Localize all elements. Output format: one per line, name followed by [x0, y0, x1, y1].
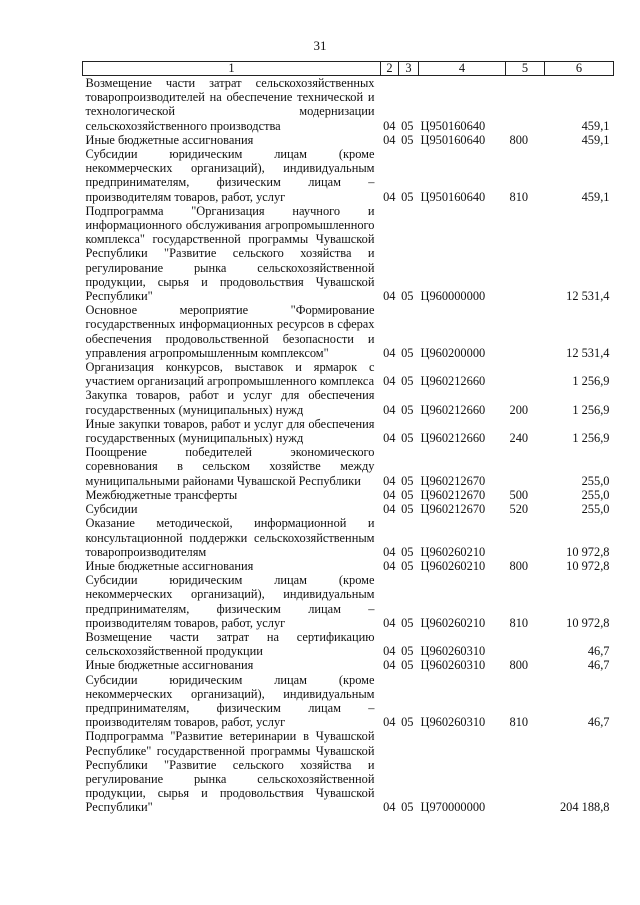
table-body	[83, 76, 614, 815]
table-row	[83, 133, 614, 147]
row-target-article: Ц970000000	[420, 800, 486, 815]
row-subsection: 05	[401, 345, 414, 360]
row-name: Межбюджетные трансферты	[85, 487, 238, 502]
column-header-vr: 5	[506, 62, 545, 76]
row-amount: 12 531,4	[566, 289, 610, 304]
row-name: Основное мероприятие "Формирование государственных информационных ресурсов в сферах обеспечения продовольственной безопасности и управления агропромышленным комплексом"	[85, 303, 375, 360]
row-target-article: Ц960212660	[420, 402, 486, 417]
column-header-csr: 4	[419, 62, 506, 76]
row-section: 04	[383, 544, 396, 559]
table-row	[83, 573, 614, 630]
row-expense-type: 500	[509, 487, 529, 502]
row-target-article: Ц960260310	[420, 644, 486, 659]
row-expense-type	[506, 303, 545, 360]
table-row	[83, 303, 614, 360]
row-target-article: Ц960260210	[420, 615, 486, 630]
row-name: Поощрение победителей экономического соревнования в сельском хозяйстве между муниципальными районами Чувашской Республики	[85, 445, 375, 488]
row-expense-type	[506, 729, 545, 814]
row-target-article: Ц960000000	[420, 289, 486, 304]
row-expense-type: 810	[509, 715, 529, 730]
table-header	[83, 62, 614, 76]
row-target-article: Ц950160640	[420, 189, 486, 204]
row-amount: 46,7	[587, 658, 610, 673]
row-expense-type: 800	[509, 658, 529, 673]
row-target-article: Ц960212670	[420, 487, 486, 502]
row-amount: 204 188,8	[559, 800, 610, 815]
row-expense-type: 200	[509, 402, 529, 417]
row-section: 04	[383, 502, 396, 517]
row-amount: 10 972,8	[566, 544, 610, 559]
row-expense-type	[506, 630, 545, 658]
row-expense-type	[506, 445, 545, 488]
budget-table	[82, 61, 614, 815]
row-section: 04	[383, 615, 396, 630]
row-name: Иные закупки товаров, работ и услуг для обеспечения государственных (муниципальных) нужд	[85, 416, 375, 446]
row-name: Иные бюджетные ассигнования	[85, 132, 254, 147]
table-row	[83, 516, 614, 559]
row-section: 04	[383, 132, 396, 147]
row-section: 04	[383, 644, 396, 659]
row-target-article: Ц960260310	[420, 658, 486, 673]
row-target-article: Ц960212660	[420, 374, 486, 389]
table-row	[83, 445, 614, 488]
row-section: 04	[383, 431, 396, 446]
row-subsection: 05	[401, 431, 414, 446]
row-subsection: 05	[401, 132, 414, 147]
table-row	[83, 559, 614, 573]
table-row	[83, 76, 614, 133]
row-amount: 12 531,4	[566, 345, 610, 360]
row-name: Субсидии юридическим лицам (кроме некоммерческих организаций), индивидуальным предпринимателям, физическим лицам – производителям товаров, работ, услуг	[85, 147, 375, 204]
row-section: 04	[383, 402, 396, 417]
row-name: Субсидии юридическим лицам (кроме некоммерческих организаций), индивидуальным предпринимателям, физическим лицам – производителям товаров, работ, услуг	[85, 573, 375, 630]
row-name: Возмещение части затрат сельскохозяйственных товаропроизводителей на обеспечение технической и технологической модернизации сельскохозяйственного производства	[85, 76, 375, 133]
row-name: Закупка товаров, работ и услуг для обеспечения государственных (муниципальных) нужд	[85, 388, 375, 417]
row-expense-type: 810	[509, 615, 529, 630]
column-header-subsection: 3	[399, 62, 419, 76]
row-subsection: 05	[401, 800, 414, 815]
row-subsection: 05	[401, 473, 414, 488]
row-name: Оказание методической, информационной и консультационной поддержки сельскохозяйственным товаропроизводителям	[85, 516, 375, 559]
row-target-article: Ц960260310	[420, 715, 486, 730]
row-target-article: Ц960212670	[420, 502, 486, 517]
header-row	[83, 62, 614, 76]
row-subsection: 05	[401, 502, 414, 517]
row-subsection: 05	[401, 118, 414, 133]
column-header-name: 1	[83, 62, 381, 76]
table-row	[83, 630, 614, 658]
row-expense-type	[506, 76, 545, 133]
row-section: 04	[383, 189, 396, 204]
row-amount: 10 972,8	[566, 558, 610, 573]
row-section: 04	[383, 118, 396, 133]
row-subsection: 05	[401, 487, 414, 502]
row-amount: 1 256,9	[572, 402, 610, 417]
row-expense-type	[506, 204, 545, 303]
row-expense-type: 800	[509, 558, 529, 573]
row-amount: 459,1	[581, 189, 610, 204]
row-name: Иные бюджетные ассигнования	[85, 558, 254, 573]
row-name: Возмещение части затрат на сертификацию сельскохозяйственной продукции	[85, 629, 375, 659]
row-subsection: 05	[401, 715, 414, 730]
row-target-article: Ц950160640	[420, 118, 486, 133]
row-amount: 1 256,9	[572, 374, 610, 389]
row-expense-type	[506, 360, 545, 388]
row-expense-type: 810	[509, 189, 529, 204]
column-header-amount: 6	[545, 62, 614, 76]
row-expense-type	[506, 516, 545, 559]
row-section: 04	[383, 800, 396, 815]
table-row	[83, 147, 614, 204]
row-section: 04	[383, 558, 396, 573]
row-amount: 10 972,8	[566, 615, 610, 630]
row-subsection: 05	[401, 558, 414, 573]
row-amount: 46,7	[587, 715, 610, 730]
row-subsection: 05	[401, 544, 414, 559]
row-name: Иные бюджетные ассигнования	[85, 658, 254, 673]
table-row	[83, 673, 614, 730]
row-section: 04	[383, 289, 396, 304]
page-number: 31	[313, 38, 327, 53]
row-name: Субсидии	[85, 502, 138, 517]
row-amount: 459,1	[581, 118, 610, 133]
row-name: Организация конкурсов, выставок и ярмарок с участием организаций агропромышленного комплекса	[85, 360, 375, 389]
row-amount: 255,0	[581, 487, 610, 502]
row-amount: 459,1	[581, 132, 610, 147]
row-name: Подпрограмма "Развитие ветеринарии в Чувашской Республике" государственной программы Чувашской Республики "Развитие сельского хозяйства и регулирование рынка сельскохозяйственной продукции, сырья и продовольствия Чувашской Республики"	[85, 729, 375, 815]
row-subsection: 05	[401, 189, 414, 204]
row-section: 04	[383, 715, 396, 730]
table-row	[83, 417, 614, 445]
row-subsection: 05	[401, 644, 414, 659]
table-row	[83, 388, 614, 416]
row-amount: 255,0	[581, 502, 610, 517]
row-name: Субсидии юридическим лицам (кроме некоммерческих организаций), индивидуальным предпринимателям, физическим лицам – производителям товаров, работ, услуг	[85, 672, 375, 730]
row-section: 04	[383, 487, 396, 502]
row-subsection: 05	[401, 374, 414, 389]
column-header-section: 2	[381, 62, 399, 76]
row-expense-type: 520	[509, 502, 529, 517]
table-row	[83, 488, 614, 502]
row-section: 04	[383, 473, 396, 488]
row-target-article: Ц960260210	[420, 558, 486, 573]
table-row	[83, 502, 614, 516]
row-section: 04	[383, 658, 396, 673]
row-section: 04	[383, 345, 396, 360]
row-target-article: Ц960212660	[420, 431, 486, 446]
table-row	[83, 729, 614, 814]
row-amount: 1 256,9	[572, 431, 610, 446]
row-section: 04	[383, 374, 396, 389]
row-expense-type: 800	[509, 132, 529, 147]
row-expense-type: 240	[509, 431, 529, 446]
row-amount: 46,7	[587, 644, 610, 659]
table-row	[83, 658, 614, 672]
row-subsection: 05	[401, 402, 414, 417]
row-target-article: Ц960212670	[420, 473, 486, 488]
table-row	[83, 204, 614, 303]
row-target-article: Ц960200000	[420, 345, 486, 360]
table-row	[83, 360, 614, 388]
row-amount: 255,0	[581, 473, 610, 488]
row-subsection: 05	[401, 658, 414, 673]
row-subsection: 05	[401, 615, 414, 630]
row-name: Подпрограмма "Организация научного и информационного обслуживания агропромышленного комплекса" государственной программы Чувашской Республики "Развитие сельского хозяйства и регулирование рынка сельскохозяйственной продукции, сырья и продовольствия Чувашской Республики"	[85, 203, 375, 304]
row-subsection: 05	[401, 289, 414, 304]
row-target-article: Ц960260210	[420, 544, 486, 559]
row-target-article: Ц950160640	[420, 132, 486, 147]
